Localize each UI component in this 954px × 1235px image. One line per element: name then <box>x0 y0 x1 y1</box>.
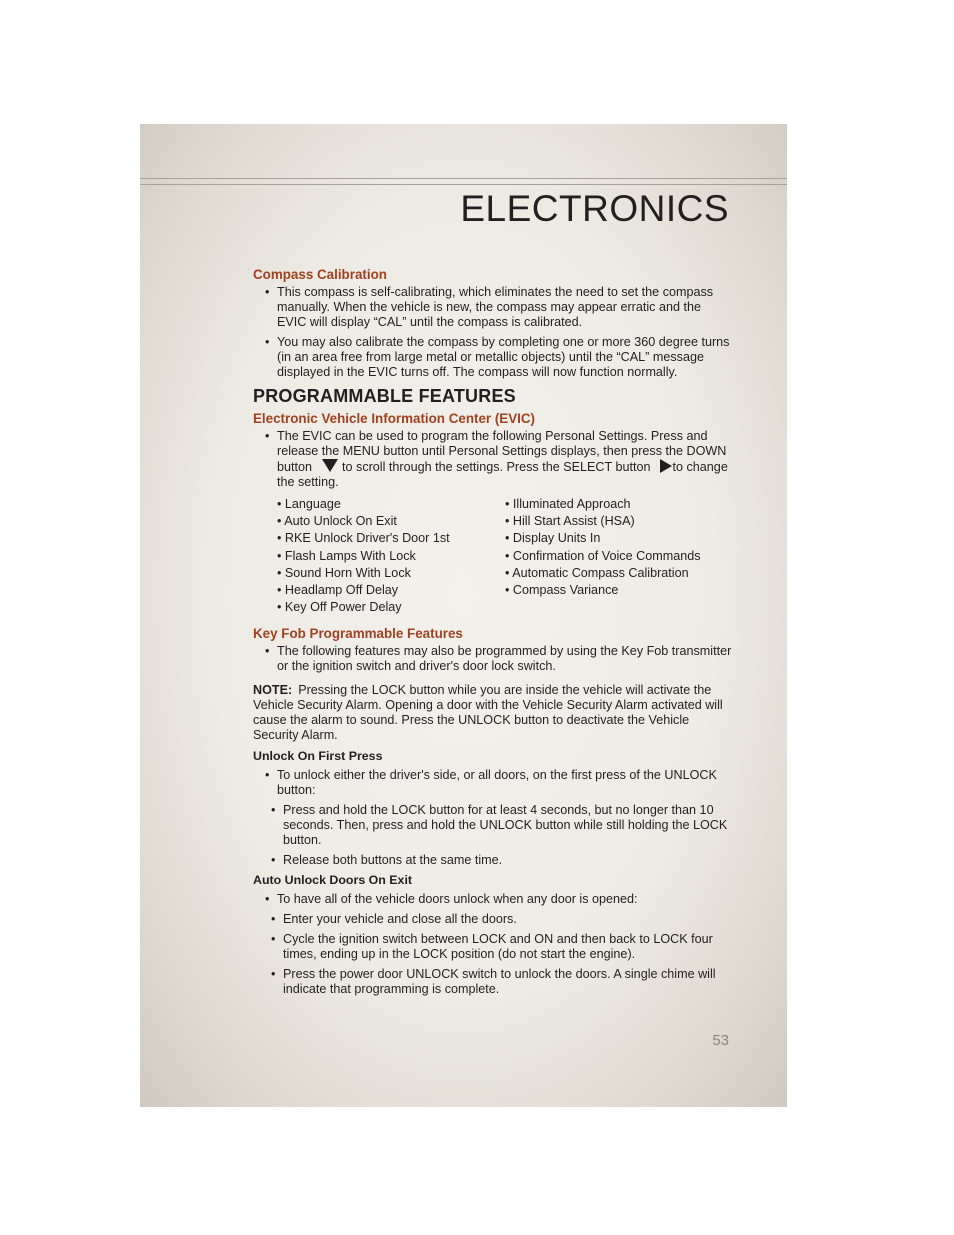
list-item: • Flash Lamps With Lock <box>277 548 416 563</box>
list-item: • To unlock either the driver's side, or all doors, on the first press of the UNLOCK button: <box>253 768 733 798</box>
list-item: • The following features may also be programmed by using the Key Fob transmitter or the ignition switch and driver's door lock switch. <box>253 644 733 674</box>
list-item: • RKE Unlock Driver's Door 1st <box>277 531 450 546</box>
evic-heading: Electronic Vehicle Information Center (EVIC) <box>253 411 536 426</box>
page-number: 53 <box>712 1032 729 1049</box>
down-arrow-icon <box>322 459 338 472</box>
compass-bullets <box>253 285 733 380</box>
list-item: • Hill Start Assist (HSA) <box>505 514 635 529</box>
header-rule-top <box>140 178 787 179</box>
personal-settings-list <box>277 496 733 616</box>
note-text: Pressing the LOCK button while you are inside the vehicle will activate the Vehicle Security Alarm. Opening a door with the Vehicle Security Alarm activated will cause the alarm to sound. Press the UNLOCK button to deactivate the Vehicle Security Alarm. <box>253 683 723 743</box>
evic-bullets <box>253 429 733 490</box>
list-item: • Display Units In <box>505 531 601 546</box>
key-fob-heading: Key Fob Programmable Features <box>253 626 463 642</box>
unlock-first-press-bullets <box>253 768 733 868</box>
list-item: • Automatic Compass Calibration <box>505 565 689 580</box>
list-item: • You may also calibrate the compass by completing one or more 360 degree turns (in an area free from large metal or metallic objects) until the “CAL” message displayed in the EVIC turns off. The compass will now function normally. <box>253 335 733 380</box>
note-label: NOTE: <box>253 683 293 698</box>
evic-text-1: The EVIC can be used to program the following Personal Settings. Press and release the MENU button until Personal Settings displays, then press the DOWN button <box>277 429 727 474</box>
unlock-first-press-heading: Unlock On First Press <box>253 749 383 764</box>
list-item: • Headlamp Off Delay <box>277 583 399 598</box>
list-item: • This compass is self-calibrating, which eliminates the need to set the compass manually. When the vehicle is new, the compass may appear erratic and the EVIC will display “CAL” until the compass is calibrated. <box>253 285 733 330</box>
auto-unlock-heading: Auto Unlock Doors On Exit <box>253 873 413 888</box>
settings-column-1 <box>277 496 505 616</box>
page-title: ELECTRONICS <box>460 188 729 229</box>
list-item <box>253 429 733 490</box>
list-item: • Release both buttons at the same time. <box>253 853 733 868</box>
list-item: • Sound Horn With Lock <box>277 565 411 580</box>
note-paragraph <box>253 683 733 743</box>
right-arrow-icon <box>660 459 672 473</box>
list-item: • Cycle the ignition switch between LOCK and ON and then back to LOCK four times, ending up in the LOCK position (do not start the engine). <box>253 932 733 962</box>
list-item: • Press and hold the LOCK button for at least 4 seconds, but no longer than 10 seconds. Then, press and hold the UNLOCK button while still holding the LOCK button. <box>253 803 733 848</box>
compass-calibration-heading: Compass Calibration <box>253 267 387 282</box>
auto-unlock-bullets <box>253 892 733 997</box>
page-content <box>253 267 733 1002</box>
key-fob-bullets <box>253 644 733 674</box>
list-item: • Key Off Power Delay <box>277 600 402 615</box>
header-rule-bottom <box>140 184 787 185</box>
list-item: • Enter your vehicle and close all the doors. <box>253 912 733 927</box>
list-item: • Illuminated Approach <box>505 497 631 511</box>
programmable-features-heading: PROGRAMMABLE FEATURES <box>253 386 516 406</box>
list-item: • Press the power door UNLOCK switch to unlock the doors. A single chime will indicate that programming is complete. <box>253 967 733 997</box>
list-item: • To have all of the vehicle doors unlock when any door is opened: <box>253 892 733 907</box>
evic-text-3: to change the setting. <box>277 460 728 489</box>
manual-page <box>140 124 787 1107</box>
evic-text-2: to scroll through the settings. Press the SELECT button <box>342 460 651 474</box>
list-item: • Language <box>277 497 341 511</box>
list-item: • Compass Variance <box>505 583 619 598</box>
settings-column-2 <box>505 496 701 616</box>
list-item: • Confirmation of Voice Commands <box>505 548 701 563</box>
list-item: • Auto Unlock On Exit <box>277 514 397 529</box>
